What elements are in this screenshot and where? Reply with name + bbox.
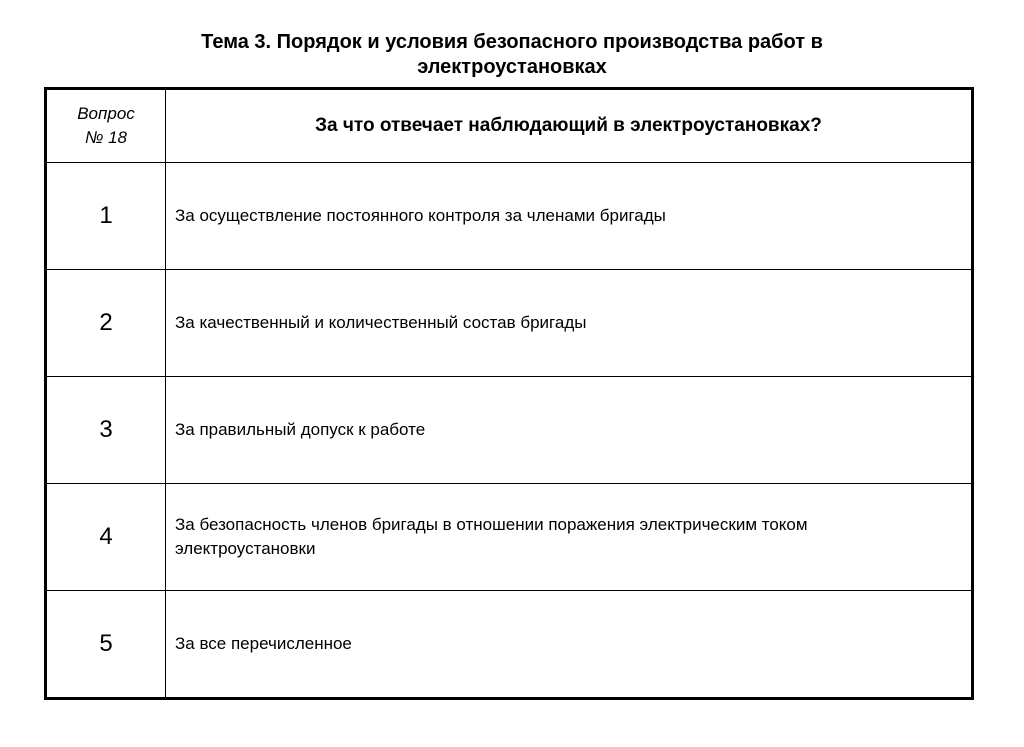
page-title — [0, 30, 1024, 80]
answer-option[interactable]: За безопасность членов бригады в отношении поражения электрическим током электроустановки — [166, 484, 973, 591]
answer-row[interactable] — [46, 163, 973, 270]
answer-row[interactable] — [46, 270, 973, 377]
answer-row[interactable] — [46, 591, 973, 699]
answer-number: 5 — [46, 591, 166, 699]
answer-number: 1 — [46, 163, 166, 270]
answer-number: 4 — [46, 484, 166, 591]
question-number-cell — [46, 89, 166, 163]
question-text: За что отвечает наблюдающий в электроустановках? — [166, 89, 973, 163]
answer-row[interactable] — [46, 484, 973, 591]
answer-option[interactable]: За качественный и количественный состав бригады — [166, 270, 973, 377]
title-line-2: электроустановках — [417, 56, 607, 78]
question-number: № 18 — [84, 128, 128, 147]
question-header-row — [46, 89, 973, 163]
answer-option[interactable]: За осуществление постоянного контроля за членами бригады — [166, 163, 973, 270]
answer-option[interactable]: За правильный допуск к работе — [166, 377, 973, 484]
title-line-1: Тема 3. Порядок и условия безопасного производства работ в — [201, 31, 823, 53]
answer-number: 3 — [46, 377, 166, 484]
answer-number: 2 — [46, 270, 166, 377]
question-label: Вопрос — [77, 104, 135, 123]
answer-option[interactable]: За все перечисленное — [166, 591, 973, 699]
answer-row[interactable] — [46, 377, 973, 484]
question-table — [44, 87, 974, 700]
